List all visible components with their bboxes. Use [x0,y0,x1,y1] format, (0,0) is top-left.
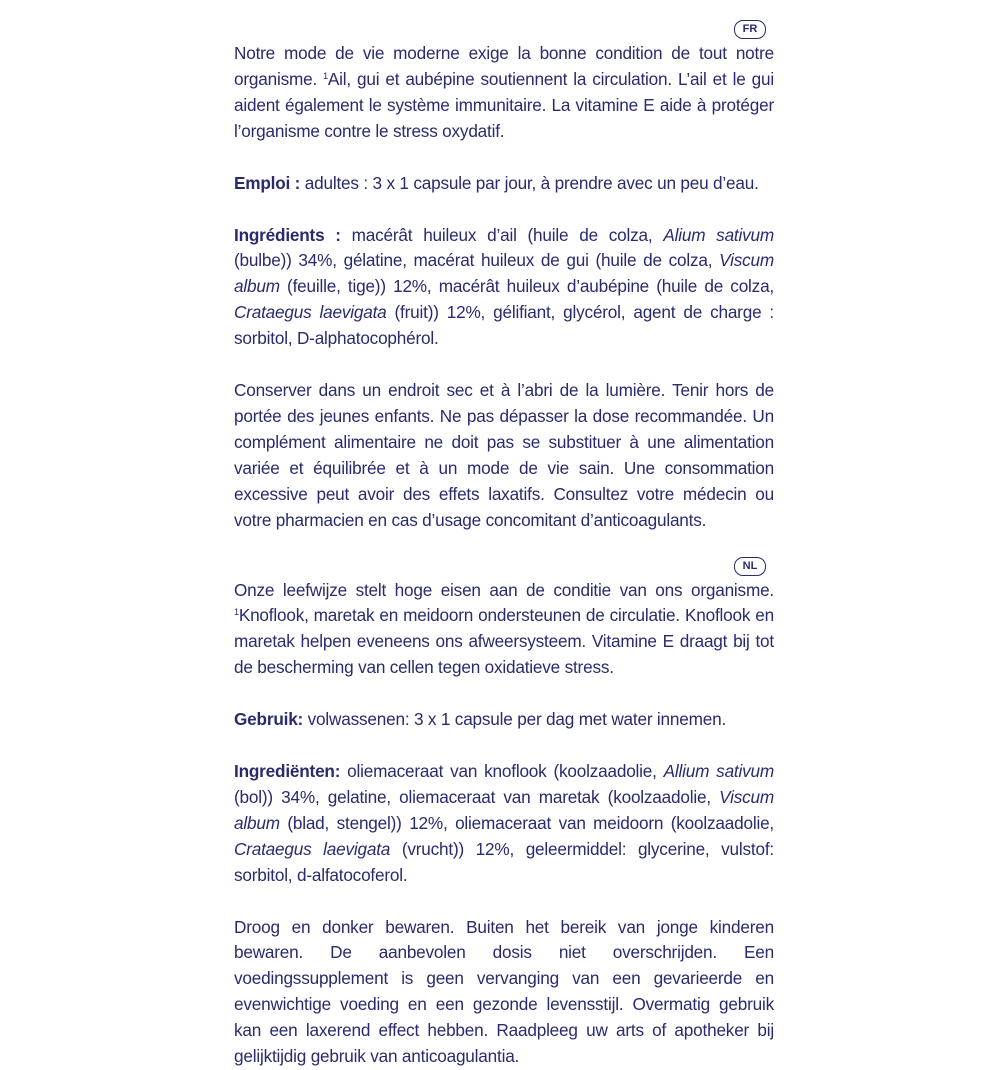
nl-intro [234,578,774,682]
nl-ingredients [234,759,774,889]
nl-ingredients-heading: Ingrediënten: [234,761,340,781]
fr-latin-name-hawthorn: Crataegus laevigata [234,302,387,322]
fr-ingredients-text-3: (feuille, tige)) 12%, macérât huileux d’aubépine (huile de colza, [280,276,774,296]
nl-ingredients-text-4: (vrucht)) 12%, geleermiddel: glycerine, vulstof: sorbitol, d-alfatocoferol. [234,839,774,885]
nl-ingredients-text-2: (bol)) 34%, gelatine, oliemaceraat van maretak (koolzaadolie, [234,787,719,807]
nl-ingredients-text-3: (blad, stengel)) 12%, oliemaceraat van meidoorn (koolzaadolie, [280,813,774,833]
nl-latin-name-mistletoe: Viscum album [234,787,774,833]
fr-ingredients [234,223,774,353]
nl-latin-name-hawthorn: Crataegus laevigata [234,839,390,859]
fr-ingredients-text-2: (bulbe)) 34%, gélatine, macérat huileux de gui (huile de colza, [234,250,719,270]
fr-intro-b: Ail, gui et aubépine soutiennent la circulation. L’ail et le gui aident également le système immunitaire. La vitamine E aide à protéger l’organisme contre le stress oxydatif. [234,69,774,141]
fr-badge-text: FR [734,20,766,39]
fr-latin-name-garlic: Alium sativum [663,225,774,245]
fr-usage-text: adultes : 3 x 1 capsule par jour, à prendre avec un peu d’eau. [300,173,758,193]
nl-footnote-mark: 1 [234,607,239,617]
nl-usage-text: volwassenen: 3 x 1 capsule per dag met water innemen. [303,709,726,729]
fr-usage [234,171,774,197]
nl-intro-a: Onze leefwijze stelt hoge eisen aan de conditie van ons organisme. [234,580,774,600]
fr-latin-name-mistletoe: Viscum album [234,250,774,296]
nl-usage [234,707,774,733]
product-label [234,17,774,1070]
fr-ingredients-heading: Ingrédients : [234,225,341,245]
nl-usage-heading: Gebruik: [234,709,303,729]
fr-warnings: Conserver dans un endroit sec et à l’abri de la lumière. Tenir hors de portée des jeunes enfants. Ne pas dépasser la dose recommandée. Un complément alimentaire ne doit pas se substituer à une alimentation variée et équilibrée et à un mode de vie sain. Une consommation excessive peut avoir des effets laxatifs. Consultez votre médecin ou votre pharmacien en cas d’usage concomitant d’anticoagulants. [234,378,774,533]
language-badge-fr [234,17,774,41]
language-badge-nl [234,554,774,578]
fr-intro [234,41,774,145]
nl-warnings: Droog en donker bewaren. Buiten het bereik van jonge kinderen bewaren. De aanbevolen dosis niet overschrijden. Een voedingssupplement is geen vervanging van een gevarieerde en evenwichtige voeding en een gezonde levensstijl. Overmatig gebruik kan een laxerend effect hebben. Raadpleeg uw arts of apotheker bij gelijktijdig gebruik van anticoagulantia. [234,915,774,1070]
fr-usage-heading: Emploi : [234,173,300,193]
nl-ingredients-text-1: oliemaceraat van knoflook (koolzaadolie, [340,761,663,781]
fr-intro-a: Notre mode de vie moderne exige la bonne condition de tout notre organisme. [234,43,774,89]
nl-latin-name-garlic: Allium sativum [664,761,774,781]
fr-ingredients-text-1: macérât huileux d’ail (huile de colza, [341,225,664,245]
nl-badge-text: NL [734,557,766,576]
french-section [234,17,774,534]
fr-footnote-mark: 1 [323,71,328,81]
dutch-section [234,554,774,1070]
fr-ingredients-text-4: (fruit)) 12%, gélifiant, glycérol, agent de charge : sorbitol, D-alphatocophérol. [234,302,774,348]
nl-intro-b: Knoflook, maretak en meidoorn ondersteunen de circulatie. Knoflook en maretak helpen eveneens ons afweersysteem. Vitamine E draagt bij tot de bescherming van cellen tegen oxidatieve stress. [234,605,774,677]
